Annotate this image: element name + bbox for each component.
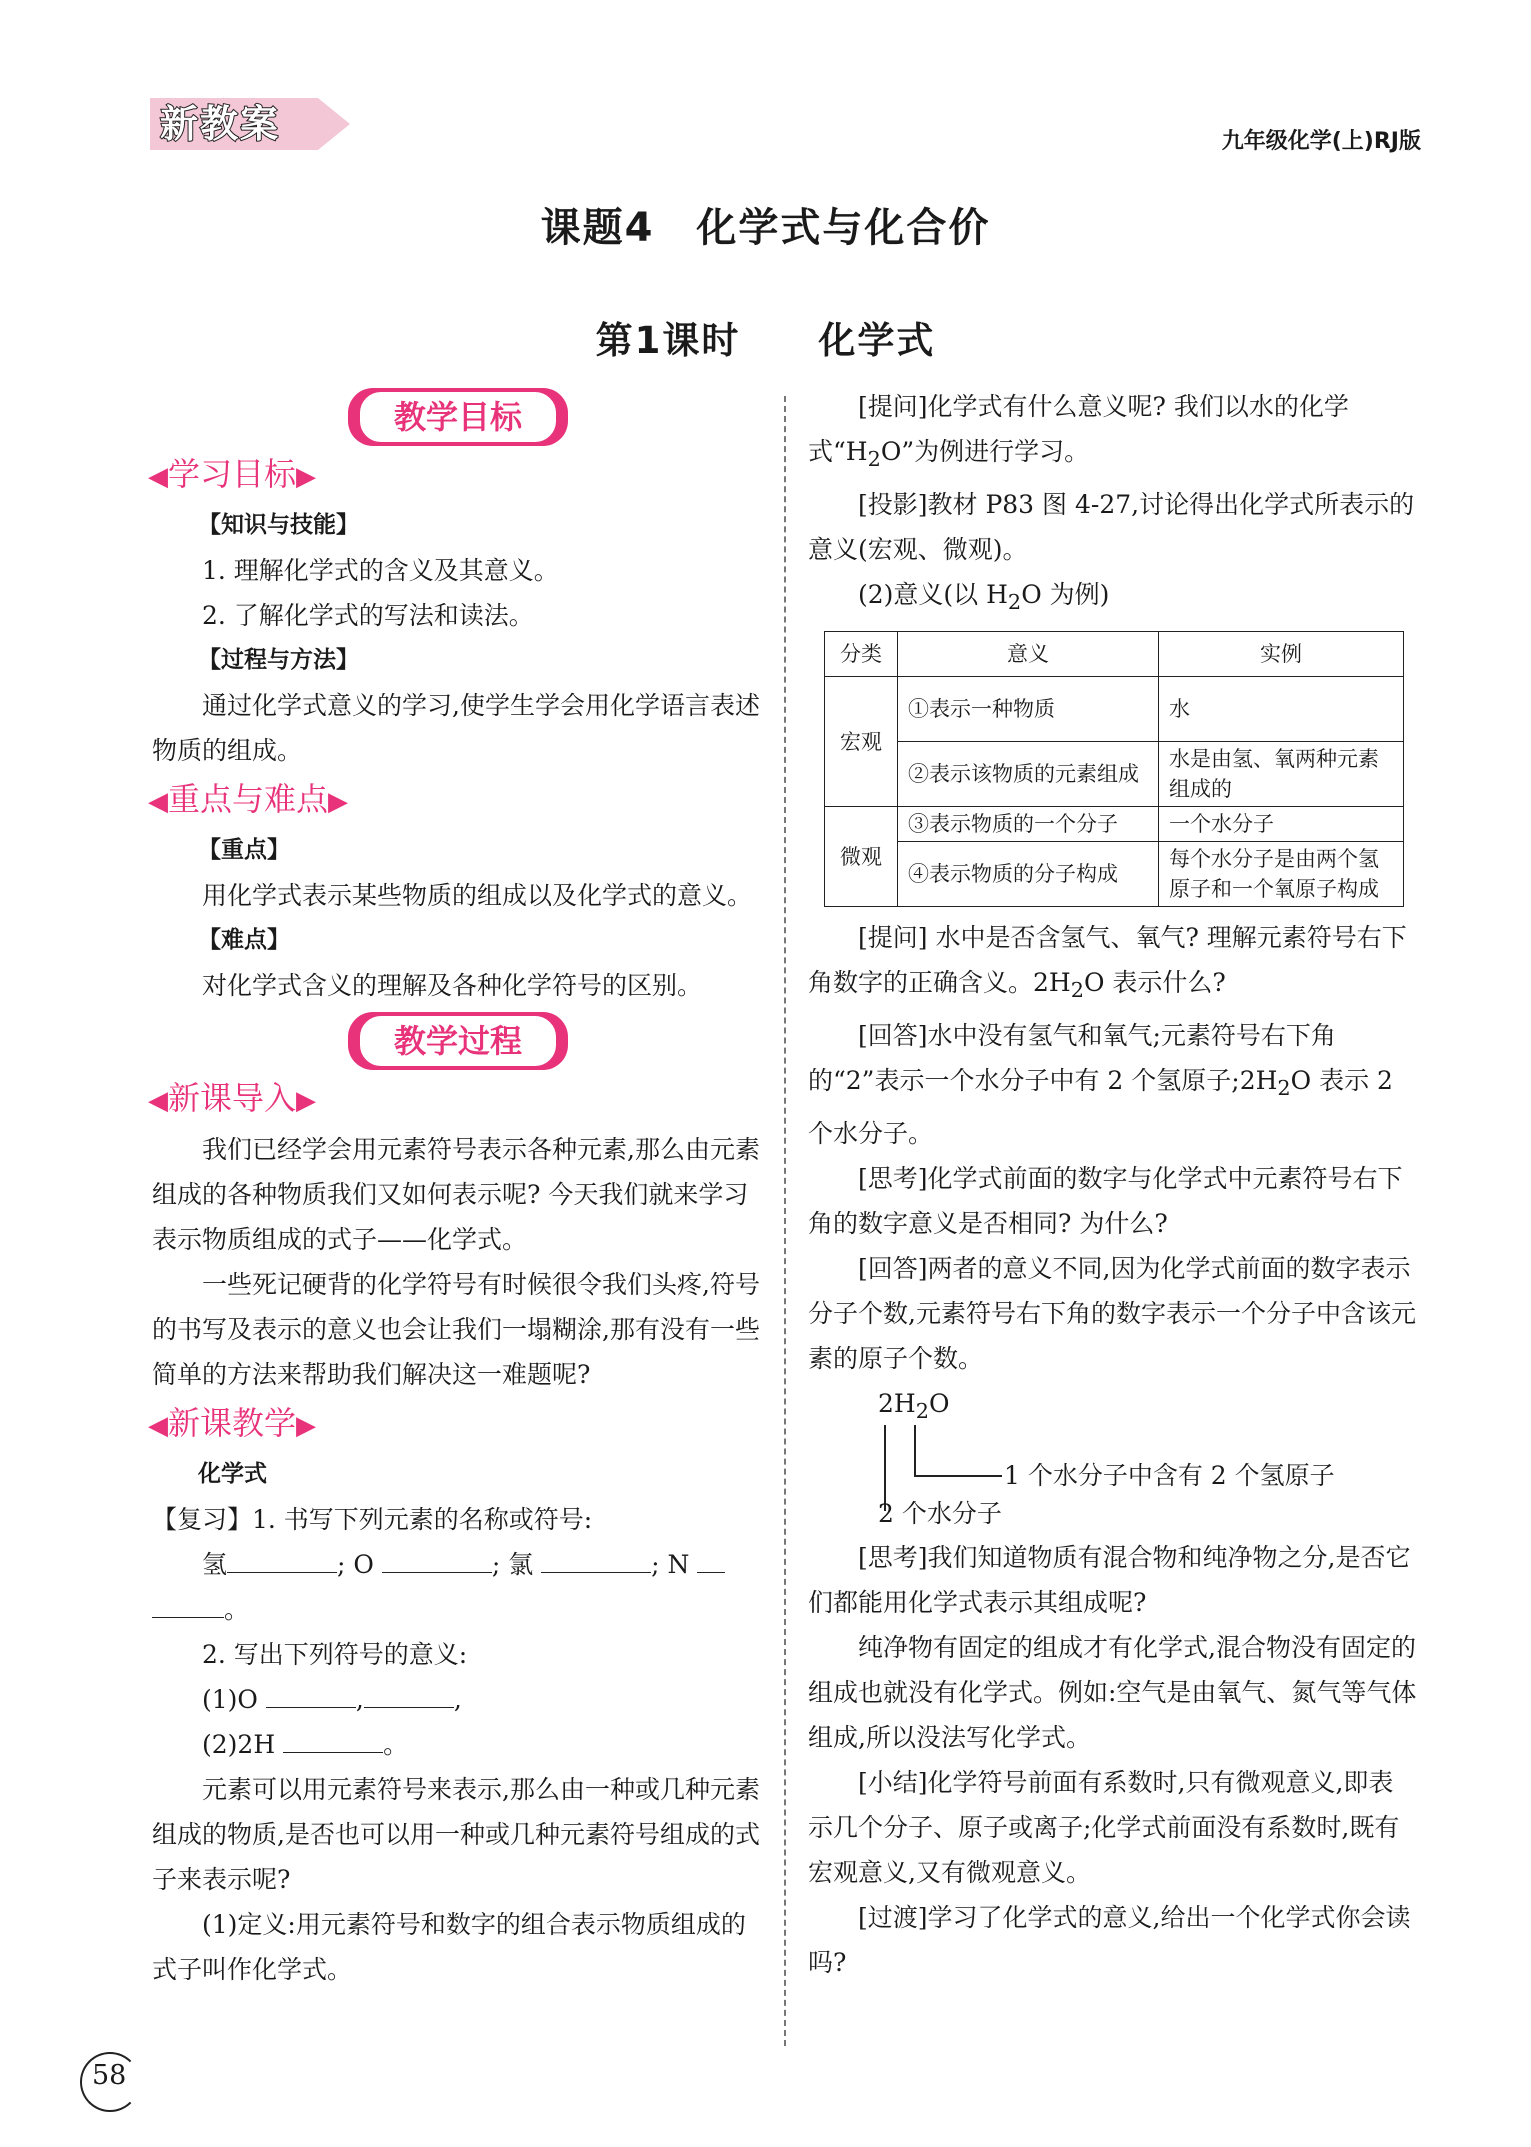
badge-teaching-goals: 教学目标: [356, 388, 560, 446]
triangle-right-icon: ▶: [296, 1086, 317, 1116]
triangle-right-icon: ▶: [296, 1411, 317, 1441]
table-cell-example: 每个水分子是由两个氢原子和一个氧原子构成: [1159, 842, 1404, 907]
table-header: 意义: [898, 632, 1159, 677]
column-divider: [784, 396, 786, 2046]
review-line: 【复习】1. 书写下列元素的名称或符号:: [152, 1505, 593, 1534]
table-cell-category: 宏观: [825, 677, 898, 807]
lesson-title: 第1课时 化学式: [595, 319, 936, 362]
process-text: 通过化学式意义的学习,使学生学会用化学语言表述物质的组成。: [152, 691, 760, 765]
sub-difficult-point: 【难点】: [198, 927, 290, 953]
section-intro: ◀新课导入▶: [148, 1079, 317, 1117]
difficult-text: 对化学式含义的理解及各种化学符号的区别。: [202, 971, 703, 1000]
series-logo: 新教案: [160, 102, 281, 146]
table-row: [825, 807, 1404, 842]
table-row: [825, 842, 1404, 907]
meaning-heading: (2)意义(以 $H_2O$ 为例): [858, 580, 1110, 614]
table-cell-meaning: ②表示该物质的元素组成: [898, 742, 1159, 807]
triangle-left-icon: ◀: [148, 1086, 168, 1116]
table-cell-meaning: ①表示一种物质: [898, 677, 1159, 742]
question-2: 2. 写出下列符号的意义:: [202, 1640, 468, 1669]
blank-nitrogen[interactable]: [697, 1550, 725, 1573]
table-cell-meaning: ④表示物质的分子构成: [898, 842, 1159, 907]
intro-paragraph-1: 我们已经学会用元素符号表示各种元素,那么由元素组成的各种物质我们又如何表示呢? 今天我们就来学习表示物质组成的式子——化学式。: [152, 1135, 760, 1254]
right-column: [808, 384, 1418, 1985]
page-number: 58: [92, 2060, 127, 2091]
bridge-text: 元素可以用元素符号来表示,那么由一种或几种元素组成的物质,是否也可以用一种或几种元素符号组成的式子来表示呢?: [152, 1775, 760, 1894]
diagram-label-coefficient: 2 个水分子: [878, 1499, 1002, 1528]
question-2b: (2)2H 。: [202, 1730, 409, 1759]
table-cell-example: 水是由氢、氧两种元素组成的: [1159, 742, 1404, 807]
projection: [投影]教材 P83 图 4-27,讨论得出化学式所表示的意义(宏观、微观)。: [808, 490, 1415, 564]
meaning-table: [824, 631, 1404, 907]
blank-2h-meaning[interactable]: [283, 1730, 383, 1753]
book-edition: 九年级化学(上)RJ版: [1221, 129, 1421, 154]
review-end: 。: [152, 1587, 764, 1632]
blank-chlorine[interactable]: [541, 1550, 651, 1573]
sub-process-methods: 【过程与方法】: [198, 647, 359, 673]
table-row: [825, 677, 1404, 742]
summary: [小结]化学符号前面有系数时,只有微观意义,即表示几个分子、原子或离子;化学式前面没有系数时,既有宏观意义,又有微观意义。: [808, 1768, 1400, 1887]
goal-1: 1. 理解化学式的含义及其意义。: [202, 556, 559, 585]
blank-o-meaning-2[interactable]: [364, 1685, 454, 1708]
think-1: [思考]化学式前面的数字与化学式中元素符号右下角的数字意义是否相同? 为什么?: [808, 1164, 1403, 1238]
pure-substance-text: 纯净物有固定的组成才有化学式,混合物没有固定的组成也就没有化学式。例如:空气是由氧气、氮气等气体组成,所以没法写化学式。: [808, 1633, 1417, 1752]
table-cell-meaning: ③表示物质的一个分子: [898, 807, 1159, 842]
section-learning-goals: ◀学习目标▶: [148, 455, 317, 493]
ask-2: [提问] 水中是否含氢气、氧气? 理解元素符号右下角数字的正确含义。$2H_2O$ 表示什么?: [808, 923, 1407, 1002]
transition: [过渡]学习了化学式的意义,给出一个化学式你会读吗?: [808, 1903, 1411, 1977]
definition-text: (1)定义:用元素符号和数字的组合表示物质组成的式子叫作化学式。: [152, 1910, 746, 1984]
table-header: 分类: [825, 632, 898, 677]
think-2: [思考]我们知道物质有混合物和纯净物之分,是否它们都能用化学式表示其组成呢?: [808, 1543, 1411, 1617]
diagram-formula: $2H_2O$: [878, 1389, 950, 1423]
left-column: [148, 384, 764, 1992]
triangle-left-icon: ◀: [148, 462, 168, 492]
sub-knowledge-skills: 【知识与技能】: [198, 512, 359, 538]
sub-chemical-formula: 化学式: [198, 1461, 267, 1487]
ask-1: [提问]化学式有什么意义呢? 我们以水的化学式“$H_2O$”为例进行学习。: [808, 392, 1349, 471]
triangle-right-icon: ▶: [328, 787, 349, 817]
answer-1: [回答]水中没有氢气和氧气;元素符号右下角的“2”表示一个水分子中有 2 个氢原子$;2H_2O$ 表示 2 个水分子。: [808, 1021, 1393, 1148]
table-row: [825, 742, 1404, 807]
triangle-left-icon: ◀: [148, 787, 168, 817]
blank-o-meaning-1[interactable]: [266, 1685, 356, 1708]
table-cell-example: 一个水分子: [1159, 807, 1404, 842]
goal-2: 2. 了解化学式的写法和读法。: [202, 601, 534, 630]
review-blanks: 氢 ; O ; 氯 ; N: [152, 1542, 764, 1587]
blank-oxygen[interactable]: [382, 1550, 492, 1573]
question-2a: (1)O , ,: [202, 1685, 462, 1714]
table-header: 实例: [1159, 632, 1404, 677]
blank-hydrogen[interactable]: [227, 1550, 337, 1573]
diagram-line-subscript: [914, 1425, 916, 1475]
section-new-teaching: ◀新课教学▶: [148, 1404, 317, 1442]
answer-2: [回答]两者的意义不同,因为化学式前面的数字表示分子个数,元素符号右下角的数字表示一个分子中含该元素的原子个数。: [808, 1254, 1416, 1373]
table-header-row: [825, 632, 1404, 677]
sub-key-point: 【重点】: [198, 837, 290, 863]
key-text: 用化学式表示某些物质的组成以及化学式的意义。: [202, 881, 753, 910]
diagram-label-subscript: 1 个水分子中含有 2 个氢原子: [1004, 1461, 1335, 1490]
table-cell-category: 微观: [825, 807, 898, 907]
formula-diagram: [808, 1381, 1418, 1535]
topic-title: 课题4 化学式与化合价: [540, 205, 991, 251]
intro-paragraph-2: 一些死记硬背的化学符号有时候很令我们头疼,符号的书写及表示的意义也会让我们一塌糊涂,那有没有一些简单的方法来帮助我们解决这一难题呢?: [152, 1270, 760, 1389]
blank-nitrogen-cont[interactable]: [152, 1595, 224, 1618]
section-key-difficult: ◀重点与难点▶: [148, 780, 349, 818]
badge-teaching-process: 教学过程: [356, 1012, 560, 1070]
triangle-right-icon: ▶: [296, 462, 317, 492]
diagram-line-horizontal: [914, 1475, 1002, 1477]
triangle-left-icon: ◀: [148, 1411, 168, 1441]
table-cell-example: 水: [1159, 677, 1404, 742]
